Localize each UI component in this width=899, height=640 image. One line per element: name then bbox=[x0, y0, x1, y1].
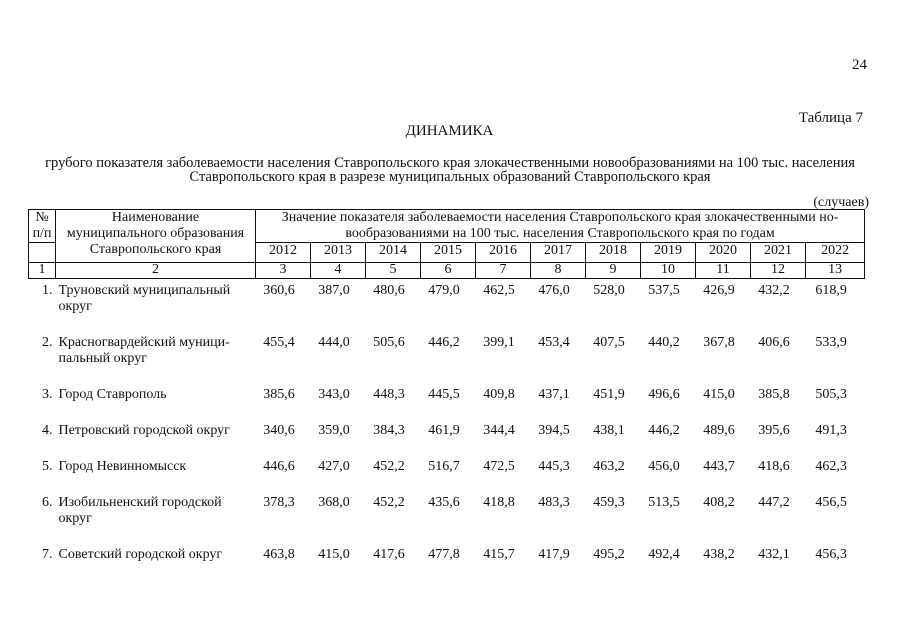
row-value: 444,0 bbox=[318, 335, 350, 350]
column-number: 7 bbox=[476, 263, 531, 279]
header-value bbox=[256, 210, 865, 243]
row-value: 406,6 bbox=[758, 335, 790, 350]
header-number-line: № bbox=[35, 210, 49, 225]
row-value: 618,9 bbox=[815, 283, 847, 298]
row-name-line: Петровский городской округ bbox=[58, 423, 230, 438]
row-value: 483,3 bbox=[538, 495, 570, 510]
row-value: 496,6 bbox=[648, 387, 680, 402]
row-name bbox=[56, 423, 256, 459]
row-value: 480,6 bbox=[373, 283, 405, 298]
row-value: 340,6 bbox=[263, 423, 295, 438]
column-number: 10 bbox=[641, 263, 696, 279]
row-value: 387,0 bbox=[318, 283, 350, 298]
header-name bbox=[56, 210, 256, 263]
row-value: 461,9 bbox=[428, 423, 460, 438]
row-value: 451,9 bbox=[593, 387, 625, 402]
row-value: 435,6 bbox=[428, 495, 460, 510]
row-value: 417,6 bbox=[373, 547, 405, 562]
row-number: 4. bbox=[42, 423, 53, 438]
row-number: 3. bbox=[42, 387, 53, 402]
column-number: 9 bbox=[586, 263, 641, 279]
row-value: 427,0 bbox=[318, 459, 350, 474]
row-value: 446,6 bbox=[263, 459, 295, 474]
row-value: 533,9 bbox=[815, 335, 847, 350]
row-name-line: Город Ставрополь bbox=[58, 387, 167, 402]
row-value: 417,9 bbox=[538, 547, 570, 562]
subtitle-line: грубого показателя заболеваемости населения Ставропольского края злокачественными новообразованиями на 100 тыс. населения bbox=[45, 155, 855, 171]
row-name-line: Изобильненский городской bbox=[58, 495, 222, 510]
row-number: 6. bbox=[42, 495, 53, 510]
row-value: 415,7 bbox=[483, 547, 515, 562]
column-number: 8 bbox=[531, 263, 586, 279]
table-row bbox=[29, 283, 865, 335]
row-value: 537,5 bbox=[648, 283, 680, 298]
row-value: 505,3 bbox=[815, 387, 847, 402]
year-header: 2021 bbox=[751, 243, 806, 263]
row-value: 415,0 bbox=[318, 547, 350, 562]
column-number: 11 bbox=[696, 263, 751, 279]
row-name-line: Красногвардейский муници- bbox=[58, 335, 230, 350]
row-value: 528,0 bbox=[593, 283, 625, 298]
row-name bbox=[56, 547, 256, 583]
row-value: 446,2 bbox=[428, 335, 460, 350]
row-value: 448,3 bbox=[373, 387, 405, 402]
row-value: 446,2 bbox=[648, 423, 680, 438]
row-value: 476,0 bbox=[538, 283, 570, 298]
row-value: 368,0 bbox=[318, 495, 350, 510]
row-value: 489,6 bbox=[703, 423, 735, 438]
table-label: Таблица 7 bbox=[798, 110, 863, 126]
row-value: 463,2 bbox=[593, 459, 625, 474]
row-name bbox=[56, 459, 256, 495]
row-number: 1. bbox=[42, 283, 53, 298]
row-value: 477,8 bbox=[428, 547, 460, 562]
row-value: 438,2 bbox=[703, 547, 735, 562]
row-value: 459,3 bbox=[593, 495, 625, 510]
row-value: 367,8 bbox=[703, 335, 735, 350]
row-value: 343,0 bbox=[318, 387, 350, 402]
row-value: 408,2 bbox=[703, 495, 735, 510]
document-subtitle bbox=[14, 156, 886, 184]
row-name-line: Труновский муниципальный bbox=[58, 283, 231, 298]
table-row bbox=[29, 335, 865, 387]
row-value: 516,7 bbox=[428, 459, 460, 474]
row-value: 492,4 bbox=[648, 547, 680, 562]
row-value: 407,5 bbox=[593, 335, 625, 350]
column-number: 1 bbox=[29, 263, 56, 279]
column-number: 2 bbox=[56, 263, 256, 279]
year-header: 2018 bbox=[586, 243, 641, 263]
row-value: 384,3 bbox=[373, 423, 405, 438]
row-value: 505,6 bbox=[373, 335, 405, 350]
header-number-line: п/п bbox=[32, 226, 52, 241]
row-value: 452,2 bbox=[373, 495, 405, 510]
row-value: 447,2 bbox=[758, 495, 790, 510]
year-header: 2014 bbox=[366, 243, 421, 263]
row-name-line: округ bbox=[58, 511, 92, 526]
year-header: 2022 bbox=[806, 243, 865, 263]
year-header: 2017 bbox=[531, 243, 586, 263]
table-row bbox=[29, 387, 865, 423]
row-value: 445,5 bbox=[428, 387, 460, 402]
table-row bbox=[29, 459, 865, 495]
row-name bbox=[56, 495, 256, 547]
year-header: 2015 bbox=[421, 243, 476, 263]
row-number: 5. bbox=[42, 459, 53, 474]
row-value: 344,4 bbox=[483, 423, 515, 438]
row-value: 438,1 bbox=[593, 423, 625, 438]
row-value: 432,2 bbox=[758, 283, 790, 298]
column-number: 13 bbox=[806, 263, 865, 279]
row-number: 7. bbox=[42, 547, 53, 562]
subtitle-line: Ставропольского края в разрезе муниципальных образований Ставропольского края bbox=[189, 169, 711, 185]
row-value: 399,1 bbox=[483, 335, 515, 350]
row-value: 385,6 bbox=[263, 387, 295, 402]
row-name-line: Советский городской округ bbox=[58, 547, 223, 562]
row-value: 472,5 bbox=[483, 459, 515, 474]
year-header: 2020 bbox=[696, 243, 751, 263]
row-value: 443,7 bbox=[703, 459, 735, 474]
row-value: 452,2 bbox=[373, 459, 405, 474]
column-number: 4 bbox=[311, 263, 366, 279]
row-value: 479,0 bbox=[428, 283, 460, 298]
row-name bbox=[56, 335, 256, 387]
row-value: 395,6 bbox=[758, 423, 790, 438]
row-value: 456,5 bbox=[815, 495, 847, 510]
row-number: 2. bbox=[42, 335, 53, 350]
units-note: (случаев) bbox=[813, 195, 869, 210]
year-header: 2012 bbox=[256, 243, 311, 263]
row-value: 462,5 bbox=[483, 283, 515, 298]
row-value: 415,0 bbox=[703, 387, 735, 402]
row-name-line: округ bbox=[58, 299, 92, 314]
header-name-line: Наименование bbox=[111, 210, 200, 225]
table-row bbox=[29, 547, 865, 583]
column-number: 6 bbox=[421, 263, 476, 279]
column-number: 12 bbox=[751, 263, 806, 279]
row-value: 495,2 bbox=[593, 547, 625, 562]
row-value: 359,0 bbox=[318, 423, 350, 438]
header-name-line: муниципального образования bbox=[66, 226, 245, 241]
row-value: 491,3 bbox=[815, 423, 847, 438]
row-name bbox=[56, 387, 256, 423]
document-title: ДИНАМИКА bbox=[405, 123, 494, 139]
year-header: 2019 bbox=[641, 243, 696, 263]
header-name-line: Ставропольского края bbox=[89, 242, 222, 257]
header-number bbox=[29, 210, 56, 243]
row-name bbox=[56, 283, 256, 335]
table-body bbox=[29, 279, 865, 584]
row-value: 463,8 bbox=[263, 547, 295, 562]
year-header: 2013 bbox=[311, 243, 366, 263]
row-value: 440,2 bbox=[648, 335, 680, 350]
row-value: 394,5 bbox=[538, 423, 570, 438]
year-header: 2016 bbox=[476, 243, 531, 263]
row-value: 418,8 bbox=[483, 495, 515, 510]
row-name-line: Город Невинномысск bbox=[58, 459, 187, 474]
header-value-line: вообразованиями на 100 тыс. населения Ставропольского края по годам bbox=[345, 226, 775, 241]
row-value: 432,1 bbox=[758, 547, 790, 562]
row-value: 409,8 bbox=[483, 387, 515, 402]
row-value: 445,3 bbox=[538, 459, 570, 474]
row-value: 418,6 bbox=[758, 459, 790, 474]
row-name-line: пальный округ bbox=[58, 351, 147, 366]
incidence-table bbox=[28, 209, 865, 583]
row-value: 453,4 bbox=[538, 335, 570, 350]
row-value: 513,5 bbox=[648, 495, 680, 510]
row-value: 462,3 bbox=[815, 459, 847, 474]
row-value: 456,0 bbox=[648, 459, 680, 474]
column-number: 3 bbox=[256, 263, 311, 279]
header-value-line: Значение показателя заболеваемости населения Ставропольского края злокачественными но- bbox=[281, 210, 839, 225]
table-row bbox=[29, 495, 865, 547]
column-number: 5 bbox=[366, 263, 421, 279]
row-value: 455,4 bbox=[263, 335, 295, 350]
row-value: 385,8 bbox=[758, 387, 790, 402]
table-row bbox=[29, 423, 865, 459]
table-header bbox=[29, 210, 865, 279]
page-number: 24 bbox=[852, 57, 867, 73]
row-value: 360,6 bbox=[263, 283, 295, 298]
row-value: 437,1 bbox=[538, 387, 570, 402]
row-value: 378,3 bbox=[263, 495, 295, 510]
header-number-cont bbox=[29, 243, 56, 263]
row-value: 456,3 bbox=[815, 547, 847, 562]
row-value: 426,9 bbox=[703, 283, 735, 298]
